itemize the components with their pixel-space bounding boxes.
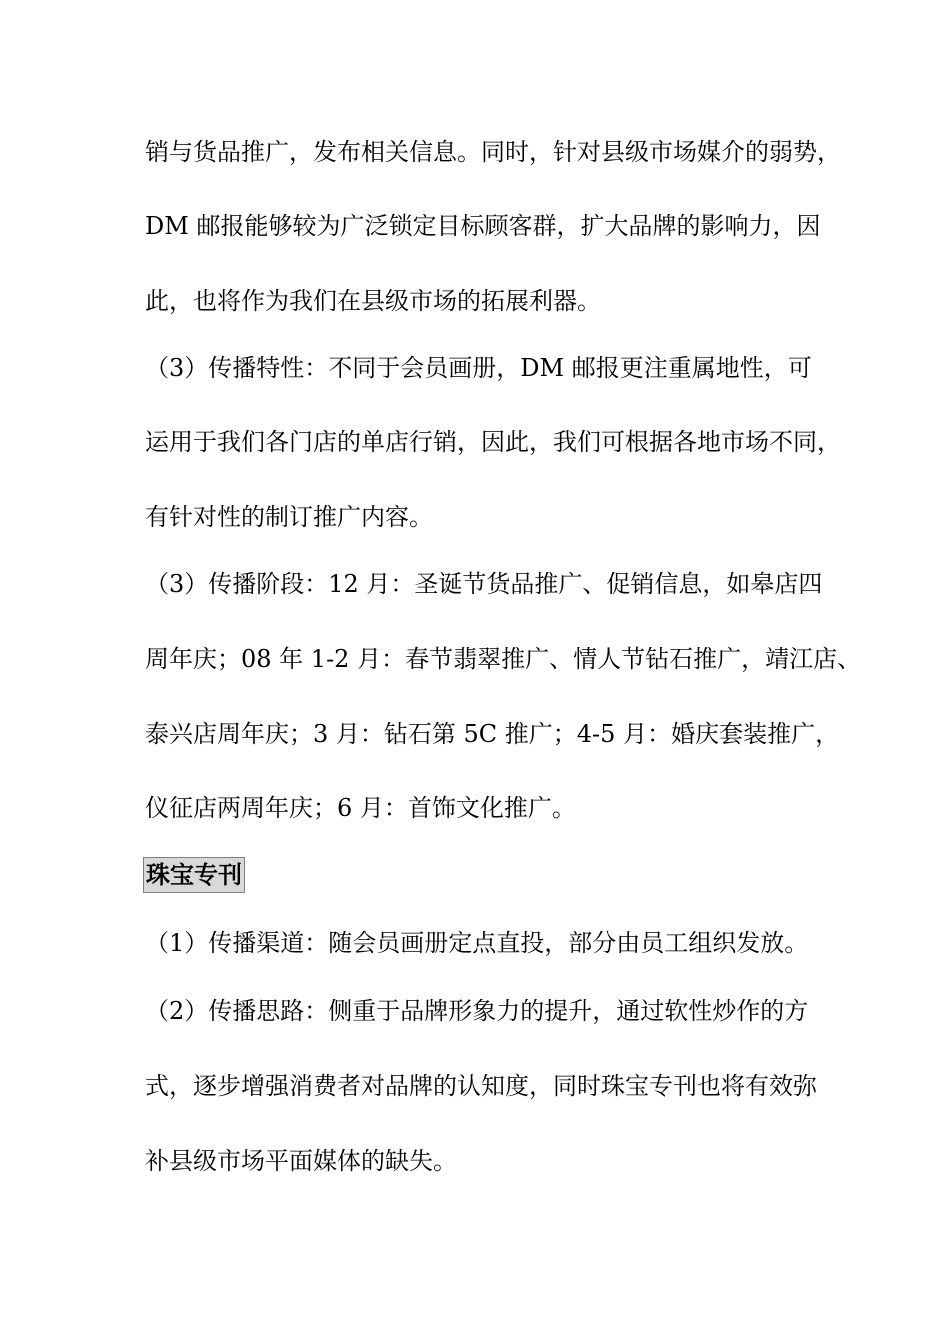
paragraph-line: 仪征店两周年庆；6 月：首饰文化推广。 (145, 794, 576, 822)
paragraph-line: 销与货品推广，发布相关信息。同时，针对县级市场媒介的弱势， (145, 138, 841, 166)
paragraph-line: 有针对性的制订推广内容。 (145, 503, 433, 531)
paragraph-line: 此，也将作为我们在县级市场的拓展利器。 (145, 287, 601, 315)
paragraph-line: 周年庆；08 年 1-2 月：春节翡翠推广、情人节钻石推广，靖江店、 (145, 645, 862, 673)
paragraph-line: 补县级市场平面媒体的缺失。 (145, 1147, 457, 1175)
paragraph-line: 式，逐步增强消费者对品牌的认知度，同时珠宝专刊也将有效弥 (145, 1072, 817, 1100)
paragraph-line: （2）传播思路：侧重于品牌形象力的提升，通过软性炒作的方 (145, 997, 809, 1025)
paragraph-line: （3）传播特性：不同于会员画册，DM 邮报更注重属地性，可 (145, 354, 812, 382)
paragraph-line: DM 邮报能够较为广泛锁定目标顾客群，扩大品牌的影响力，因 (145, 212, 821, 240)
section-heading: 珠宝专刊 (143, 857, 245, 893)
paragraph-line: 泰兴店周年庆；3 月：钻石第 5C 推广；4-5 月：婚庆套装推广， (145, 720, 840, 748)
paragraph-line: （1）传播渠道：随会员画册定点直投，部分由员工组织发放。 (145, 929, 809, 957)
paragraph-line: 运用于我们各门店的单店行销，因此，我们可根据各地市场不同， (145, 428, 841, 456)
paragraph-line: （3）传播阶段：12 月：圣诞节货品推广、促销信息，如皋店四 (145, 570, 823, 598)
